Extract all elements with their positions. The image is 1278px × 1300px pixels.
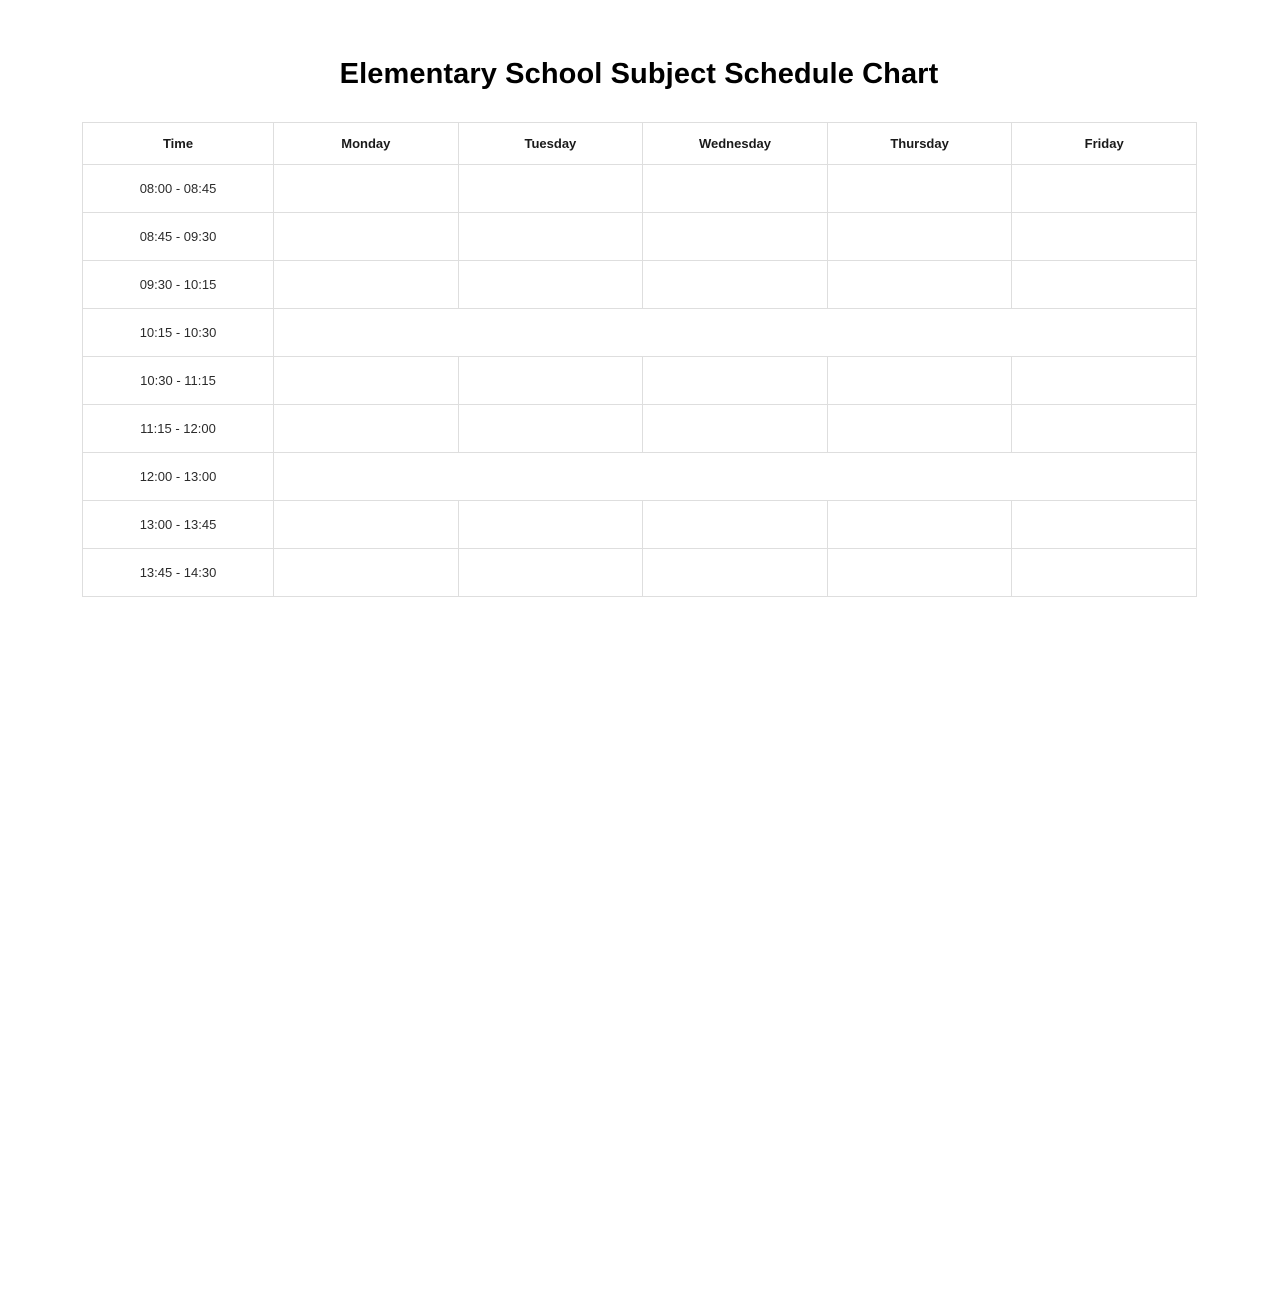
schedule-cell-monday[interactable] (274, 357, 459, 405)
schedule-cell-monday[interactable] (274, 213, 459, 261)
schedule-cell-friday[interactable] (1012, 213, 1197, 261)
schedule-cell-thursday[interactable] (827, 357, 1012, 405)
schedule-cell-tuesday[interactable] (458, 165, 643, 213)
schedule-cell-tuesday[interactable] (458, 261, 643, 309)
table-row (83, 357, 1197, 405)
schedule-cell-thursday[interactable] (827, 213, 1012, 261)
schedule-cell-wednesday[interactable] (643, 357, 828, 405)
table-row (83, 261, 1197, 309)
table-row-break (83, 309, 1197, 357)
schedule-cell-wednesday[interactable] (643, 549, 828, 597)
table-header (83, 123, 1197, 165)
schedule-cell-friday[interactable] (1012, 549, 1197, 597)
schedule-cell-wednesday[interactable] (643, 261, 828, 309)
time-slot-label: 08:00 - 08:45 (83, 165, 274, 213)
schedule-cell-wednesday[interactable] (643, 165, 828, 213)
column-header-tuesday[interactable]: Tuesday (458, 123, 643, 165)
schedule-cell-break[interactable] (274, 453, 1197, 501)
table-row (83, 405, 1197, 453)
column-header-monday[interactable]: Monday (274, 123, 459, 165)
schedule-cell-tuesday[interactable] (458, 501, 643, 549)
schedule-cell-friday[interactable] (1012, 165, 1197, 213)
schedule-cell-friday[interactable] (1012, 357, 1197, 405)
schedule-cell-wednesday[interactable] (643, 213, 828, 261)
schedule-cell-tuesday[interactable] (458, 213, 643, 261)
header-row (83, 123, 1197, 165)
schedule-cell-tuesday[interactable] (458, 549, 643, 597)
schedule-cell-monday[interactable] (274, 261, 459, 309)
column-header-wednesday[interactable]: Wednesday (643, 123, 828, 165)
schedule-cell-thursday[interactable] (827, 261, 1012, 309)
column-header-friday[interactable]: Friday (1012, 123, 1197, 165)
schedule-cell-friday[interactable] (1012, 405, 1197, 453)
table-row (83, 213, 1197, 261)
time-slot-label: 13:00 - 13:45 (83, 501, 274, 549)
schedule-cell-thursday[interactable] (827, 501, 1012, 549)
schedule-cell-monday[interactable] (274, 165, 459, 213)
schedule-cell-thursday[interactable] (827, 405, 1012, 453)
schedule-cell-tuesday[interactable] (458, 405, 643, 453)
table-body (83, 165, 1197, 597)
time-slot-label: 09:30 - 10:15 (83, 261, 274, 309)
schedule-cell-monday[interactable] (274, 405, 459, 453)
time-slot-label: 12:00 - 13:00 (83, 453, 274, 501)
schedule-cell-friday[interactable] (1012, 261, 1197, 309)
table-row (83, 501, 1197, 549)
time-slot-label: 13:45 - 14:30 (83, 549, 274, 597)
schedule-cell-thursday[interactable] (827, 549, 1012, 597)
page-title: Elementary School Subject Schedule Chart (339, 58, 939, 90)
schedule-cell-wednesday[interactable] (643, 405, 828, 453)
time-slot-label: 10:30 - 11:15 (83, 357, 274, 405)
schedule-table-container (82, 122, 1196, 597)
schedule-cell-tuesday[interactable] (458, 357, 643, 405)
table-row (83, 165, 1197, 213)
schedule-cell-thursday[interactable] (827, 165, 1012, 213)
schedule-cell-friday[interactable] (1012, 501, 1197, 549)
schedule-cell-wednesday[interactable] (643, 501, 828, 549)
schedule-cell-break[interactable] (274, 309, 1197, 357)
schedule-cell-monday[interactable] (274, 501, 459, 549)
schedule-cell-monday[interactable] (274, 549, 459, 597)
table-row (83, 549, 1197, 597)
column-header-thursday[interactable]: Thursday (827, 123, 1012, 165)
column-header-time[interactable]: Time (83, 123, 274, 165)
time-slot-label: 10:15 - 10:30 (83, 309, 274, 357)
time-slot-label: 08:45 - 09:30 (83, 213, 274, 261)
schedule-table (82, 122, 1197, 597)
table-row-break (83, 453, 1197, 501)
time-slot-label: 11:15 - 12:00 (83, 405, 274, 453)
